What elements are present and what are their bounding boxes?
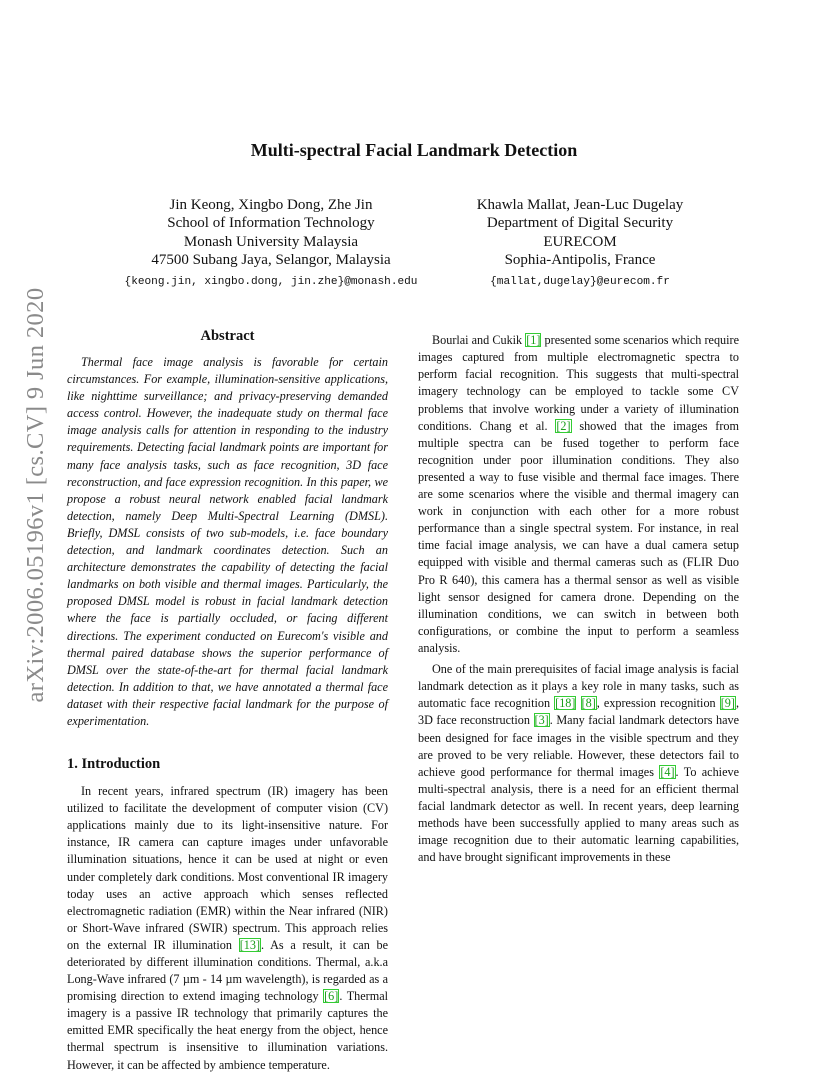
author-names: Khawla Mallat, Jean-Luc Dugelay bbox=[476, 197, 684, 213]
author-address: Sophia-Antipolis, France bbox=[504, 252, 656, 269]
spacer-text bbox=[576, 696, 580, 710]
author-department: School of Information Technology bbox=[167, 215, 375, 232]
intro-p2-text: showed that the images from multiple spectra can be fused together to perform face recognition under poor illumination conditions. They also presented a way to fuse visible and thermal face images. There are some scenarios where the visible and thermal imagery can work in conjunction with each other for a more robust performance than a single spectral system. For instance, in real time facial image analysis, we can have a dual camera setup equipped with visible and thermal cameras such as (FLIR Duo Pro R 640), this camera has a thermal sensor as well as visible light sensor designed for camera drone. Depending on the illumination conditions, we can switch in between both configurations, or combine the input to perform a seamless analysis. bbox=[418, 418, 739, 655]
author-university: Monash University Malaysia bbox=[183, 233, 359, 250]
right-column bbox=[418, 328, 739, 866]
citation-link[interactable]: [6] bbox=[324, 989, 339, 1004]
citation-link[interactable]: [4] bbox=[660, 764, 675, 779]
intro-paragraph-3 bbox=[418, 661, 739, 866]
author-email: {keong.jin, xingbo.dong, jin.zhe}@monash.edu bbox=[124, 275, 418, 288]
intro-paragraph-2 bbox=[418, 332, 739, 657]
abstract-text: Thermal face image analysis is favorable for certain circumstances. For example, illumination-sensitive applications, like nighttime surveillance; and privacy-preserving demanded access control. However, the inadequate study on thermal face image analysis calls for attention in responding to the industry requirements. Detecting facial landmark points are important for many face analysis tasks, such as face recognition, 3D face reconstruction, and face expression recognition. In this paper, we propose a robust neural network enabled facial landmark detection, namely Deep Multi-Spectral Learning (DMSL). Briefly, DMSL consists of two sub-models, i.e. face boundary detection, and landmark coordinates detection. Such an architecture demonstrates the capability of detecting the facial landmarks on both visible and thermal images. Particularly, the proposed DMSL model is robust in facial landmark detection where the face is partially occluded, or facing different directions. The experiment conducted on Eurecom's visible and thermal paired database shows the superior performance of DMSL over the state-of-the-art for thermal facial landmark detection. In addition to that, we have annotated a thermal face dataset with their respective facial landmark for the purpose of experimentation. bbox=[67, 355, 388, 728]
intro-p3-text: . Many facial landmark detectors have been designed for face images in the visible spectrum and they are proved to be very reliable. However, these detectors fail to achieve good performance for thermal images bbox=[418, 713, 739, 779]
author-address: 47500 Subang Jaya, Selangor, Malaysia bbox=[151, 252, 391, 269]
left-column bbox=[67, 326, 388, 1074]
author-names: Jin Keong, Xingbo Dong, Zhe Jin bbox=[169, 197, 373, 213]
arxiv-identifier bbox=[16, 287, 56, 703]
intro-p1-text: . Thermal imagery is a passive IR technology that primarily captures the emitted EMR specifically the heat energy from the object, hence thermal spectrum is insensitive to illumination variations. However, it can be affected by ambience temperature. bbox=[67, 989, 389, 1072]
intro-p3-text: , expression recognition bbox=[596, 696, 720, 711]
author-block-left bbox=[96, 196, 446, 291]
intro-paragraph-1 bbox=[67, 783, 388, 1074]
author-university: EURECOM bbox=[543, 233, 617, 250]
intro-p3-text: One of the main prerequisites of facial image analysis is facial landmark detection as it plays a key role in many tasks, such as automatic face recognition bbox=[418, 662, 739, 711]
citation-link[interactable]: [13] bbox=[239, 937, 261, 952]
paper-title: Multi-spectral Facial Landmark Detection bbox=[250, 140, 578, 160]
intro-p2-text: Bourlai and Cukik bbox=[432, 333, 526, 348]
citation-link[interactable]: [9] bbox=[720, 696, 735, 711]
intro-p1-text: . As a result, it can be deteriorated by different illumination conditions. Thermal, a.k.a Long-Wave infrared (7 µm - 14 µm wavelength), is regarded as a promising direction to extend imaging technology bbox=[67, 937, 389, 1004]
citation-link[interactable]: [18] bbox=[555, 696, 576, 711]
arxiv-id-text: arXiv:2006.05196v1 [cs.CV] 9 Jun 2020 bbox=[22, 287, 49, 703]
intro-p3-text: , 3D face reconstruction bbox=[418, 696, 739, 728]
citation-link[interactable]: [2] bbox=[556, 418, 571, 433]
intro-p3-text: . To achieve multi-spectral analysis, there is a need for an efficient thermal facial landmark detector as well. In recent years, deep learning methods have been successfully applied to many areas such as image recognition due to their automatic learning capabilities, and have brought significant improvements in these bbox=[418, 764, 739, 865]
author-department: Department of Digital Security bbox=[486, 215, 674, 232]
author-block-right bbox=[405, 196, 755, 291]
introduction-heading: 1. Introduction bbox=[67, 756, 161, 773]
citation-link[interactable]: [8] bbox=[581, 696, 596, 711]
intro-p2-text: presented some scenarios which require images captured from multiple electromagnetic spectra to perform facial recognition. This suggests that multi-spectral imagery technology can be employed to tackle some CV problems that involve working under a variety of illumination conditions. Chang et al. bbox=[418, 333, 739, 433]
abstract-heading: Abstract bbox=[200, 328, 255, 344]
intro-p1-text: In recent years, infrared spectrum (IR) imagery has been utilized to facilitate the development of computer vision (CV) applications mainly due to its light-insensitive nature. For instance, IR camera can capture images under unfavorable illumination situations, hence it can be used at night or even under completely dark conditions. Most conventional IR imagery today uses an active approach which senses reflected electromagnetic radiation (EMR) within the Near infrared (NIR) or Short-Wave infrared (SWIR) spectrum. This approach relies on the external IR illumination bbox=[67, 784, 388, 952]
citation-link[interactable]: [3] bbox=[534, 713, 549, 728]
citation-link[interactable]: [1] bbox=[526, 333, 541, 348]
author-email: {mallat,dugelay}@eurecom.fr bbox=[490, 275, 670, 288]
